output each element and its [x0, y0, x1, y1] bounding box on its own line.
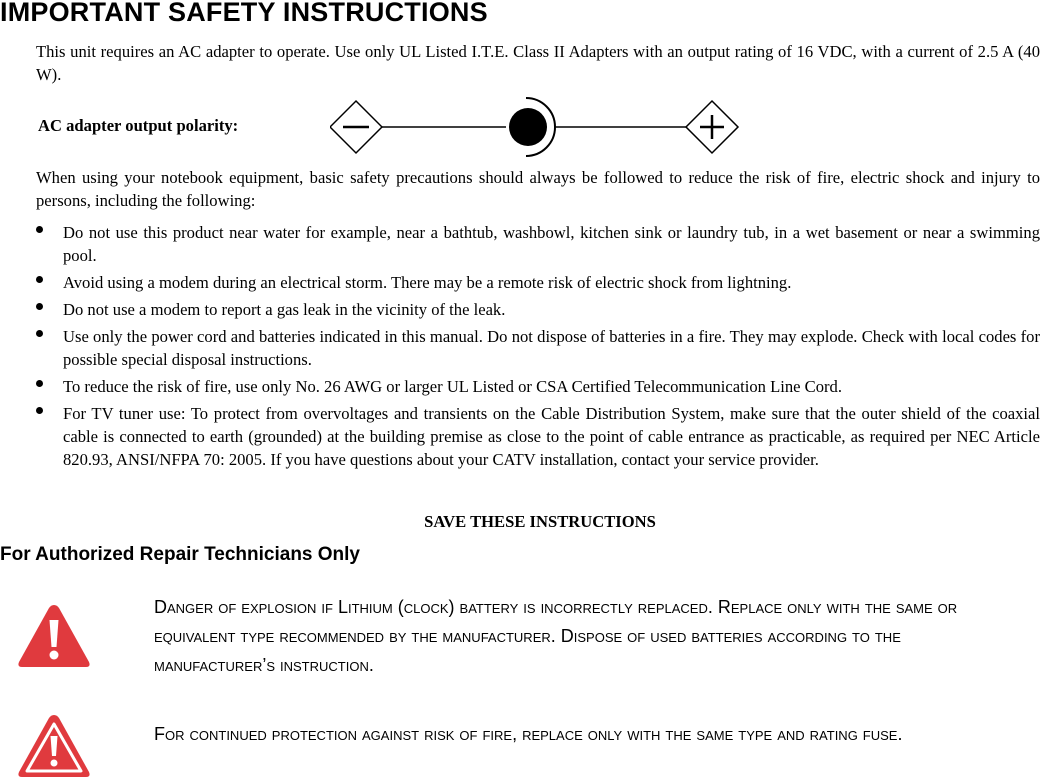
bullet-icon [36, 330, 43, 337]
bullet-icon [36, 226, 43, 233]
bullet-icon [36, 276, 43, 283]
bullet-icon [36, 303, 43, 310]
precautions-list [36, 221, 1040, 475]
bullet-icon [36, 407, 43, 414]
minus-terminal-icon [330, 101, 382, 153]
list-item: Use only the power cord and batteries indicated in this manual. Do not dispose of batteries in a fire. They may explode. Check with local codes for possible special disposal instructions. [36, 325, 1040, 371]
plus-terminal-icon [686, 101, 738, 153]
battery-warning-text: Danger of explosion if Lithium (clock) battery is incorrectly replaced. Replace only with the same or equivalent type recommended by the manufacturer. Dispose of used batteries according to the manufacturer’s instruction. [154, 597, 958, 675]
bullet-icon [36, 380, 43, 387]
technicians-heading: For Authorized Repair Technicians Only [0, 544, 360, 565]
warning-icon [16, 712, 92, 780]
list-item: Avoid using a modem during an electrical storm. There may be a remote risk of electric shock from lightning. [36, 271, 1040, 294]
list-item: Do not use a modem to report a gas leak in the vicinity of the leak. [36, 298, 1040, 321]
list-item: To reduce the risk of fire, use only No. 26 AWG or larger UL Listed or CSA Certified Telecommunication Line Cord. [36, 375, 1040, 398]
page-title: IMPORTANT SAFETY INSTRUCTIONS [0, 0, 488, 27]
precautions-intro: When using your notebook equipment, basic safety precautions should always be followed to reduce the risk of fire, electric shock and injury to persons, including the following: [36, 168, 1040, 210]
polarity-label: AC adapter output polarity: [38, 116, 239, 135]
polarity-diagram [330, 96, 742, 158]
warning-icon [16, 602, 92, 670]
save-instructions: SAVE THESE INSTRUCTIONS [424, 512, 656, 531]
adapter-intro: This unit requires an AC adapter to operate. Use only UL Listed I.T.E. Class II Adapters with an output rating of 16 VDC, with a current of 2.5 A (40 W). [36, 42, 1040, 84]
fuse-warning-text: For continued protection against risk of fire, replace only with the same type and rating fuse. [154, 724, 903, 744]
list-item: Do not use this product near water for example, near a bathtub, washbowl, kitchen sink or laundry tub, in a wet basement or near a swimming pool. [36, 221, 1040, 267]
list-item: For TV tuner use: To protect from overvoltages and transients on the Cable Distribution System, make sure that the outer shield of the coaxial cable is connected to earth (grounded) at the building premise as close to the point of cable entrance as practicable, as required per NEC Article 820.93, ANSI/NFPA 70: 2005. If you have questions about your CATV installation, contact your service provider. [36, 402, 1040, 471]
center-pin-icon [509, 98, 555, 156]
